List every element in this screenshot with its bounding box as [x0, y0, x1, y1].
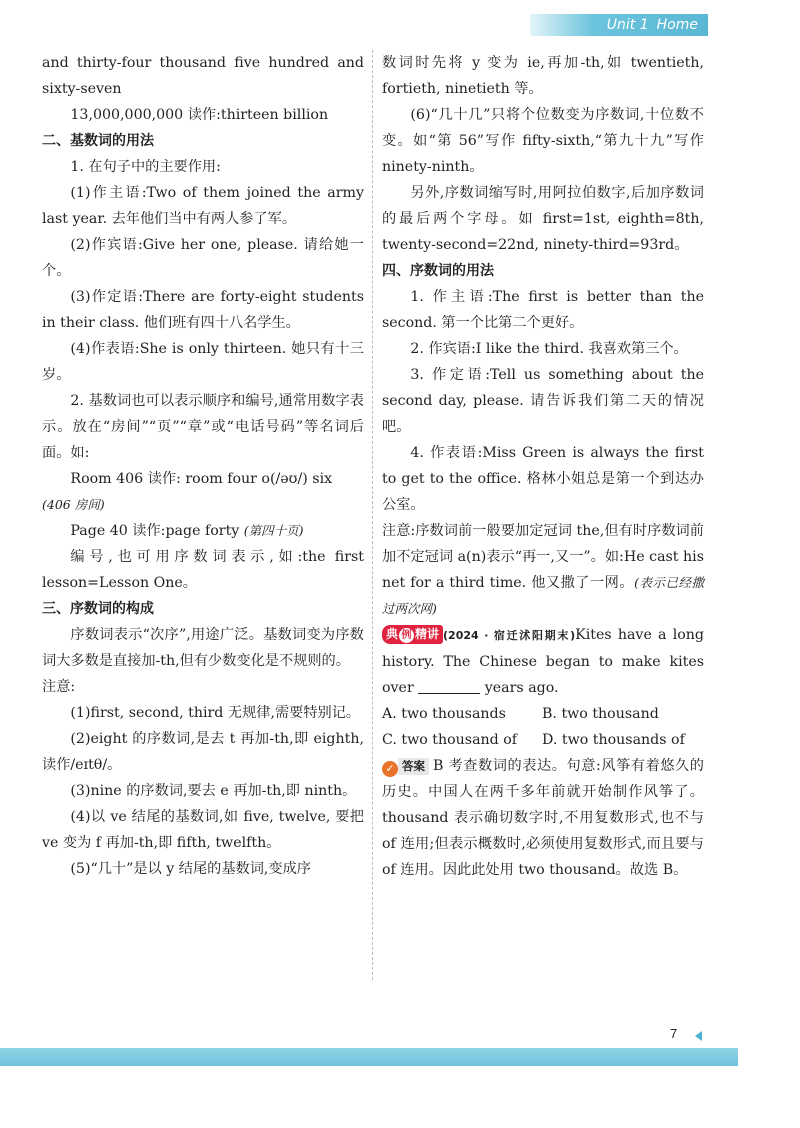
unit-header: [530, 14, 708, 36]
paragraph: 3. 作定语:Tell us something about the second day, please. 请告诉我们第二天的情况吧。: [382, 367, 704, 435]
paragraph: 注意:: [42, 679, 76, 695]
section-heading: 三、序数词的构成: [42, 601, 154, 617]
paragraph: 序数词表示“次序”,用途广泛。基数词变为序数词大多数是直接加-th,但有少数变化是不规则的。: [42, 627, 364, 669]
option-b: B. two thousand: [542, 706, 659, 722]
option-d: D. two thousands of: [542, 732, 685, 748]
paragraph: 编号,也可用序数词表示,如:the first lesson=Lesson One。: [42, 549, 364, 591]
page-arrow-icon: [695, 1031, 702, 1041]
paragraph: 4. 作表语:Miss Green is always the first to get to the office. 格林小姐总是第一个到达办公室。: [382, 445, 704, 513]
paragraph: 2. 作宾语:I like the third. 我喜欢第三个。: [410, 341, 688, 357]
exam-source: (2024 · 宿迁沭阳期末): [443, 629, 576, 642]
badge-mid-text: 例: [399, 628, 414, 643]
answer-explanation: [382, 753, 704, 883]
gloss-text: (406 房间): [42, 497, 105, 512]
paragraph: (2)作宾语:Give her one, please. 请给她一个。: [42, 237, 364, 279]
paragraph: [42, 518, 364, 544]
column-divider: [372, 50, 373, 980]
badge-right-text: 精讲: [415, 627, 440, 641]
page-number: 7: [670, 1026, 678, 1041]
paragraph: 另外,序数词缩写时,用阿拉伯数字,后加序数词的最后两个字母。如 first=1st, eighth=8th, twenty-second=22nd, ninety-third=93rd。: [382, 185, 704, 253]
paragraph: [42, 466, 364, 492]
footer-band: [0, 1048, 738, 1066]
unit-label: Unit 1: [606, 17, 649, 33]
section-heading: 二、基数词的用法: [42, 133, 154, 149]
example-text: Room 406 读作: room four o(/əʊ/) six: [70, 471, 333, 487]
question-text: Kites have a long history. The Chinese began to make kites over: [382, 627, 705, 696]
paragraph: (1)作主语:Two of them joined the army last year. 去年他们当中有两人参了军。: [42, 185, 364, 227]
paragraph: (4)以 ve 结尾的基数词,如 five, twelve, 要把 ve 变为 f 再加-th,即 fifth, twelfth。: [42, 809, 364, 851]
paragraph: 1. 作主语:The first is better than the second. 第一个比第二个更好。: [382, 289, 704, 331]
section-heading: 四、序数词的用法: [382, 263, 494, 279]
exam-badge: [382, 625, 443, 644]
paragraph: (4)作表语:She is only thirteen. 她只有十三岁。: [42, 341, 364, 383]
paragraph: (1)first, second, third 无规律,需要特别记。: [70, 705, 361, 721]
left-column: [42, 50, 364, 882]
paragraph: (2)eight 的序数词,是去 t 再加-th,即 eighth,读作/eɪtθ/。: [42, 731, 364, 773]
paragraph: [382, 518, 704, 622]
answer-text: B 考查数词的表达。句意:风筝有着悠久的历史。中国人在两千多年前就开始制作风筝了。thousand 表示确切数字时,不用复数形式,也不与 of 连用;但表示概数时,必须使用复数形式,而且要与 of 连用。因此此处用 two thousand。故选 B。: [382, 758, 704, 878]
text-line: and thirty-four thousand five hundred and sixty-seven: [42, 55, 364, 97]
option-a: A. two thousands: [382, 706, 506, 722]
text-line: 13,000,000,000 读作:thirteen billion: [70, 107, 329, 123]
question-text-end: years ago.: [480, 680, 559, 696]
paragraph: (3)nine 的序数词,要去 e 再加-th,即 ninth。: [70, 783, 357, 799]
badge-left-text: 典: [386, 627, 399, 641]
options-row: [382, 701, 704, 727]
gloss-text: (第四十页): [243, 523, 304, 538]
answer-blank: [418, 679, 480, 694]
option-c: C. two thousand of: [382, 732, 518, 748]
exam-question: [382, 622, 704, 701]
paragraph: 1. 在句子中的主要作用:: [70, 159, 221, 175]
paragraph: [42, 492, 364, 518]
answer-label: 答案: [398, 758, 429, 775]
paragraph: (6)“几十几”只将个位数变为序数词,十位数不变。如“第 56”写作 fifty-sixth,“第九十九”写作 ninety-ninth。: [382, 107, 704, 175]
note-text: 注意:序数词前一般要加定冠词 the,但有时序数词前加不定冠词 a(n)表示“再一,又一”。如:He cast his net for a third time. 他又撒了一网。: [382, 523, 704, 591]
gloss-text: (表示已经撒过两次网): [382, 575, 704, 616]
check-icon: ✓: [382, 761, 398, 777]
paragraph: (3)作定语:There are forty-eight students in their class. 他们班有四十八名学生。: [42, 289, 364, 331]
paragraph: 2. 基数词也可以表示顺序和编号,通常用数字表示。放在“房间”“页”“章”或“电话号码”等名词后面。如:: [42, 393, 364, 461]
right-column: [382, 50, 704, 883]
unit-title: Home: [656, 17, 698, 33]
options-row: [382, 727, 704, 753]
example-text: Page 40 读作:page forty: [70, 523, 244, 539]
paragraph: (5)“几十”是以 y 结尾的基数词,变成序: [70, 861, 311, 877]
paragraph: 数词时先将 y 变为 ie,再加-th,如 twentieth, fortieth, ninetieth 等。: [382, 55, 704, 97]
